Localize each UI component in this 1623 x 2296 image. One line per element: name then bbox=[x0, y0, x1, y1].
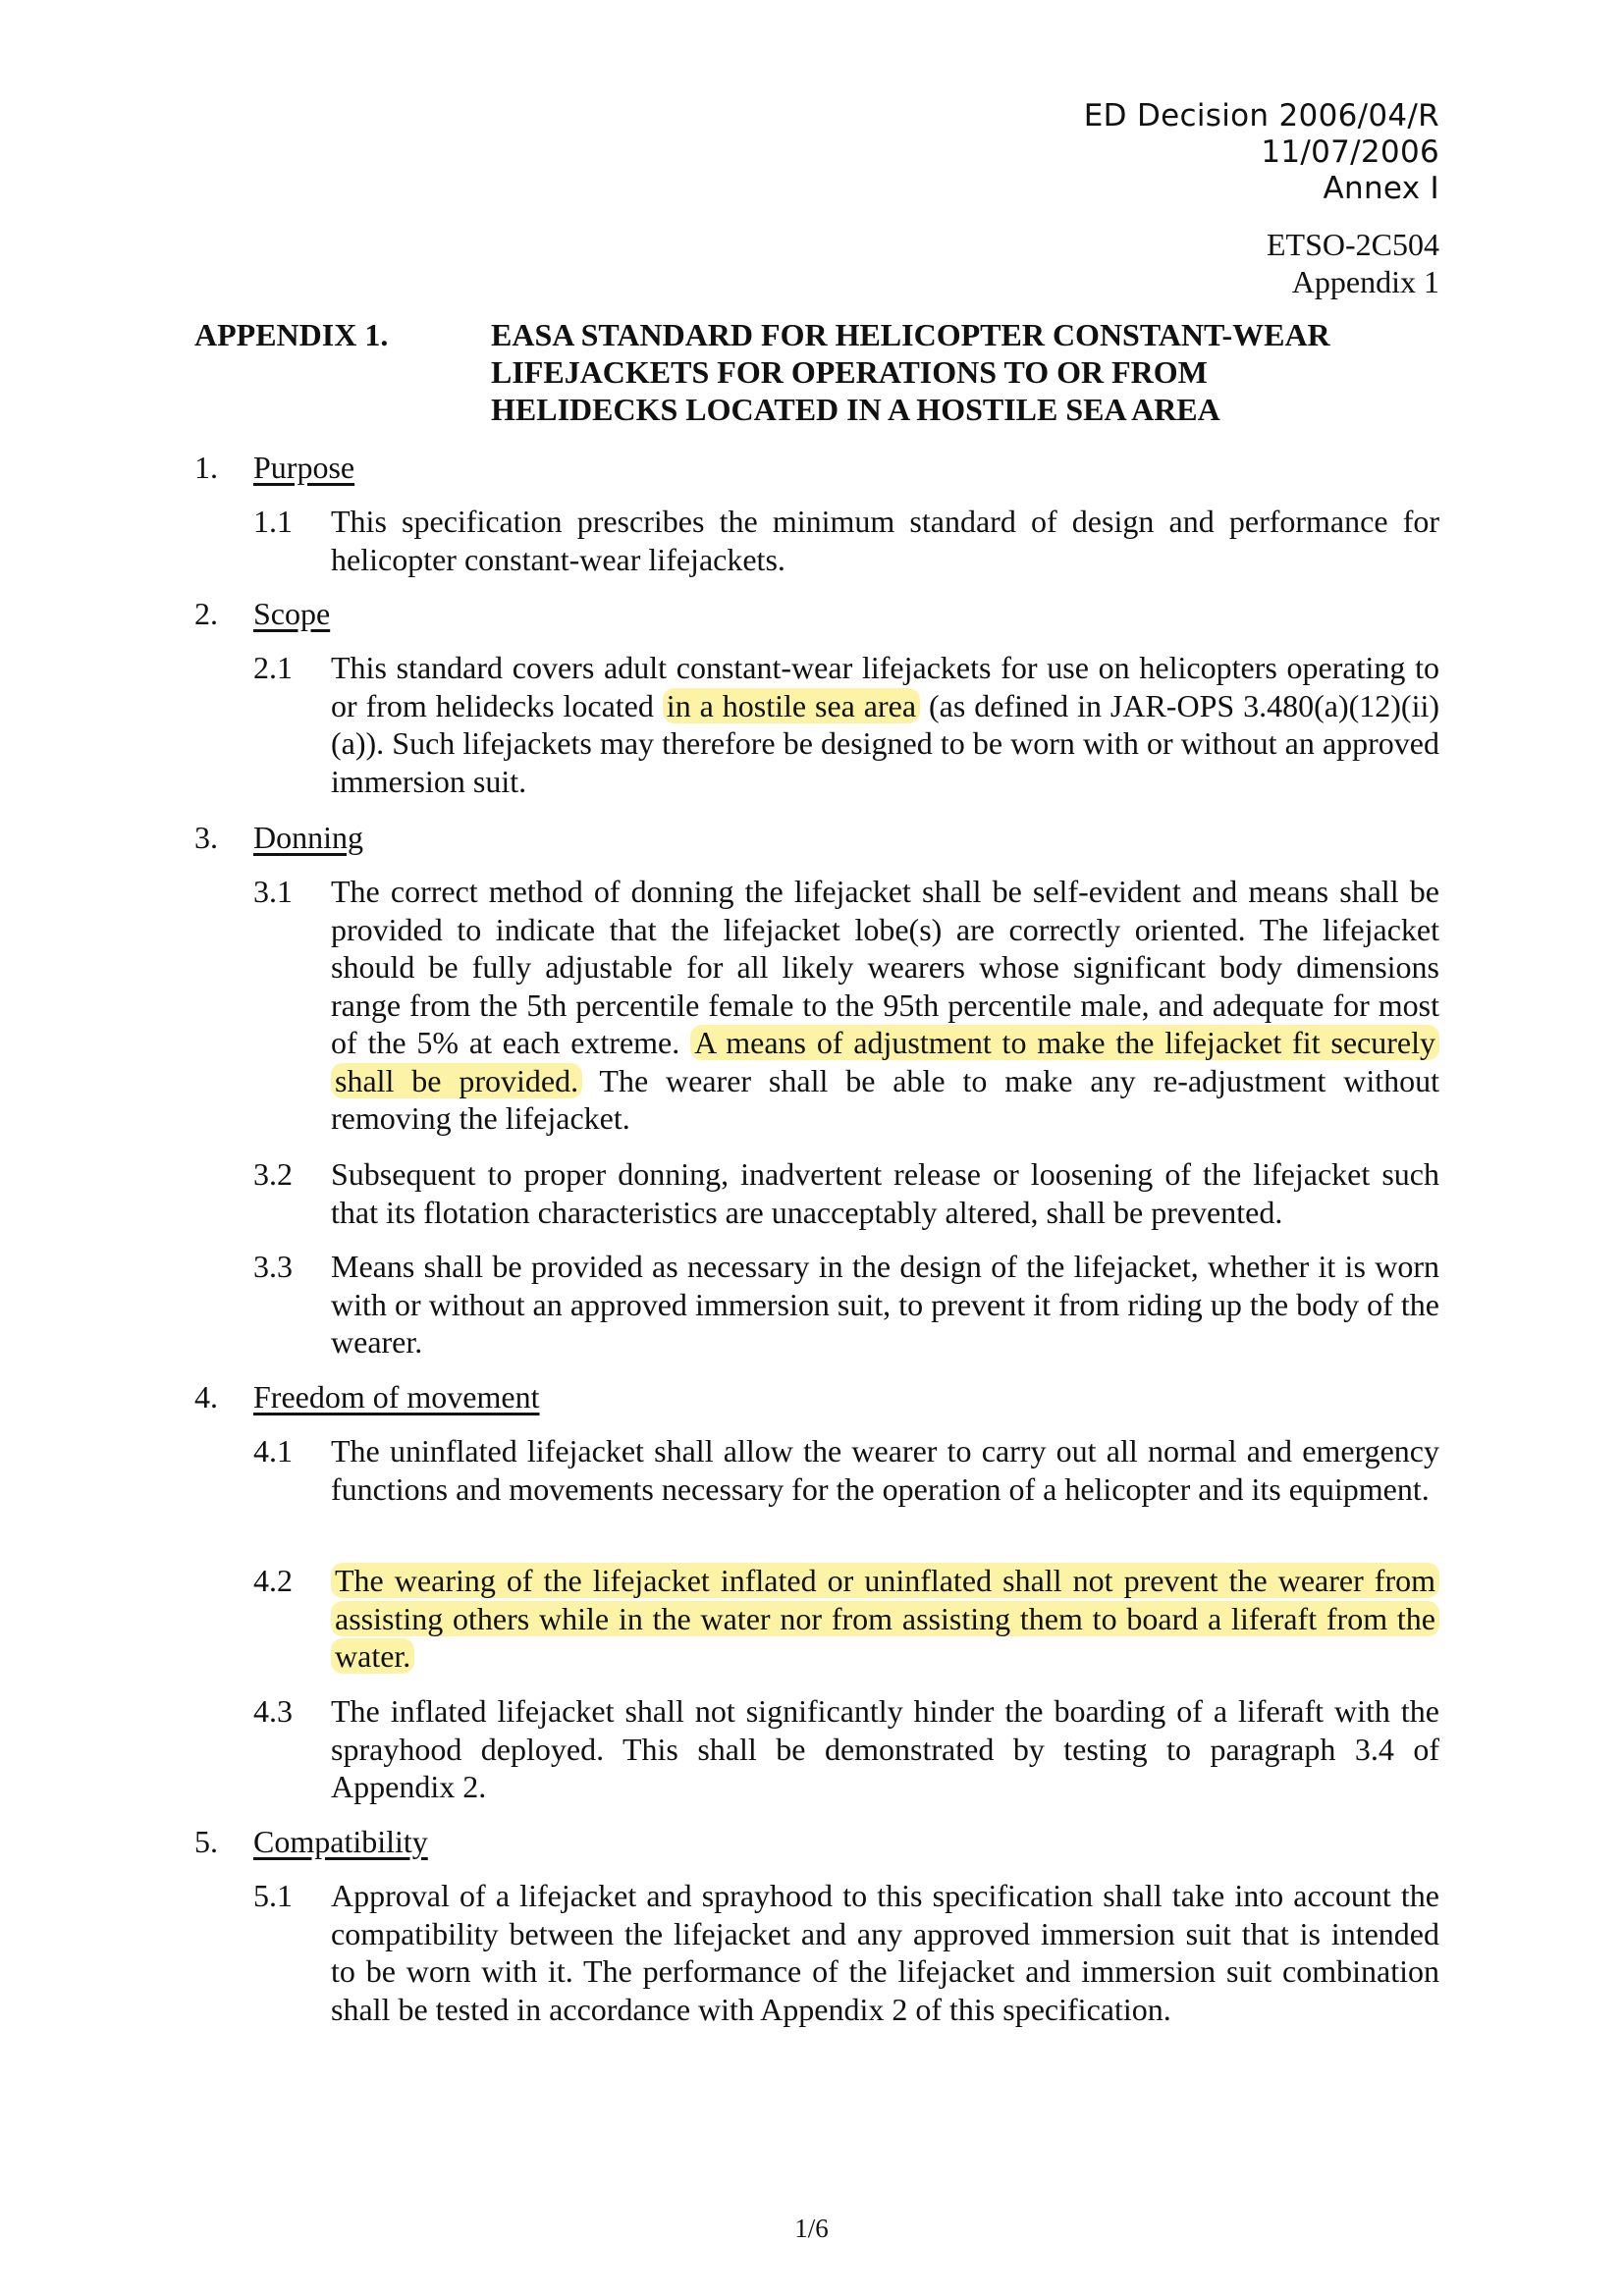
paragraph-number: 4.2 bbox=[253, 1563, 293, 1598]
section-heading-freedom-of-movement: Freedom of movement bbox=[253, 1379, 540, 1415]
section-number: 5. bbox=[194, 1824, 218, 1859]
highlighted-text: The wearing of the lifejacket inflated or uninflated shall not prevent the wearer from assisting others while in the water nor from assisting them to board a liferaft from the water. bbox=[331, 1563, 1439, 1674]
text-run: Approval of a lifejacket and sprayhood to this specification shall take into account the compatibility between the lifejacket and any approved immersion suit that is intended to be worn with it. The performance of the lifejacket and immersion suit combination shall be tested in accordance with Appendix 2 of this specification. bbox=[331, 1878, 1439, 2027]
paragraph-number: 3.1 bbox=[253, 874, 293, 909]
etso-number: ETSO-2C504 bbox=[1267, 227, 1439, 262]
page-number: 1/6 bbox=[794, 2214, 829, 2243]
paragraph-number: 2.1 bbox=[253, 650, 293, 685]
section-heading-scope: Scope bbox=[253, 596, 331, 631]
paragraph-number: 1.1 bbox=[253, 504, 293, 539]
section-heading-compatibility: Compatibility bbox=[253, 1824, 428, 1859]
text-run: (as defined in JAR-OPS 3.480(a)(12)(ii)(a)). Such lifejackets may therefore be designed to be worn with or without an approved immersion suit. bbox=[331, 687, 1440, 799]
paragraph-number: 5.1 bbox=[253, 1878, 293, 1913]
text-run: The inflated lifejacket shall not significantly hinder the boarding of a liferaft with the sprayhood deployed. This shall be demonstrated by testing to paragraph 3.4 of Appendix 2. bbox=[331, 1693, 1439, 1804]
paragraph-text bbox=[331, 1877, 1439, 2028]
paragraph-number: 4.3 bbox=[253, 1693, 293, 1729]
section-number: 4. bbox=[194, 1379, 218, 1415]
paragraph-text bbox=[331, 503, 1439, 578]
paragraph-text bbox=[331, 1562, 1439, 1676]
appendix-label: Appendix 1 bbox=[1291, 264, 1439, 299]
text-run: This specification prescribes the minimum standard of design and performance for helicopter constant-wear lifejackets. bbox=[331, 504, 1439, 577]
appendix-title-label: APPENDIX 1. bbox=[194, 317, 389, 352]
paragraph-text bbox=[331, 1248, 1439, 1362]
decision-date: 11/07/2006 bbox=[1261, 134, 1439, 170]
text-run: This standard covers adult constant-wear lifejackets for use on helicopters operating to or from helidecks located bbox=[331, 650, 1439, 723]
text-run: The correct method of donning the lifejacket shall be self-evident and means shall be provided to indicate that the lifejacket lobe(s) are correctly oriented. The lifejacket should be fully adjustable for all likely wearers whose significant body dimensions range from the 5th percentile female to the 95th percentile male, and adequate for most of the 5% at each extreme. bbox=[331, 874, 1439, 1060]
paragraph-text bbox=[331, 649, 1439, 800]
text-run: Subsequent to proper donning, inadvertent release or loosening of the lifejacket such that its flotation characteristics are unacceptably altered, shall be prevented. bbox=[331, 1156, 1439, 1230]
paragraph-number: 4.1 bbox=[253, 1433, 293, 1468]
text-run: The wearer shall be able to make any re-adjustment without removing the lifejacket. bbox=[331, 1062, 1440, 1136]
paragraph-text bbox=[331, 1432, 1439, 1508]
paragraph-text bbox=[331, 1692, 1439, 1806]
paragraph-text bbox=[331, 1155, 1439, 1231]
highlighted-text: A means of adjustment to make the lifejacket fit securely shall be provided. bbox=[331, 1025, 1439, 1098]
section-heading-donning: Donning bbox=[253, 820, 363, 855]
section-number: 2. bbox=[194, 596, 218, 631]
section-heading-purpose: Purpose bbox=[253, 450, 355, 485]
decision-number: ED Decision 2006/04/R bbox=[1083, 98, 1439, 133]
paragraph-text bbox=[331, 873, 1439, 1138]
paragraph-number: 3.2 bbox=[253, 1156, 293, 1192]
section-number: 1. bbox=[194, 450, 218, 485]
paragraph-number: 3.3 bbox=[253, 1249, 293, 1284]
text-run: The uninflated lifejacket shall allow the wearer to carry out all normal and emergency functions and movements necessary for the operation of a helicopter and its equipment. bbox=[331, 1433, 1439, 1507]
section-number: 3. bbox=[194, 820, 218, 855]
appendix-title: EASA STANDARD FOR HELICOPTER CONSTANT-WEAR LIFEJACKETS FOR OPERATIONS TO OR FROM HELIDECKS LOCATED IN A HOSTILE SEA AREA bbox=[491, 317, 1330, 427]
etso-header bbox=[1267, 226, 1439, 300]
highlighted-text: in a hostile sea area bbox=[663, 688, 920, 723]
decision-header bbox=[1084, 98, 1439, 207]
annex-label: Annex I bbox=[1323, 171, 1439, 206]
text-run: Means shall be provided as necessary in the design of the lifejacket, whether it is worn with or without an approved immersion suit, to prevent it from riding up the body of the wearer. bbox=[331, 1249, 1439, 1360]
